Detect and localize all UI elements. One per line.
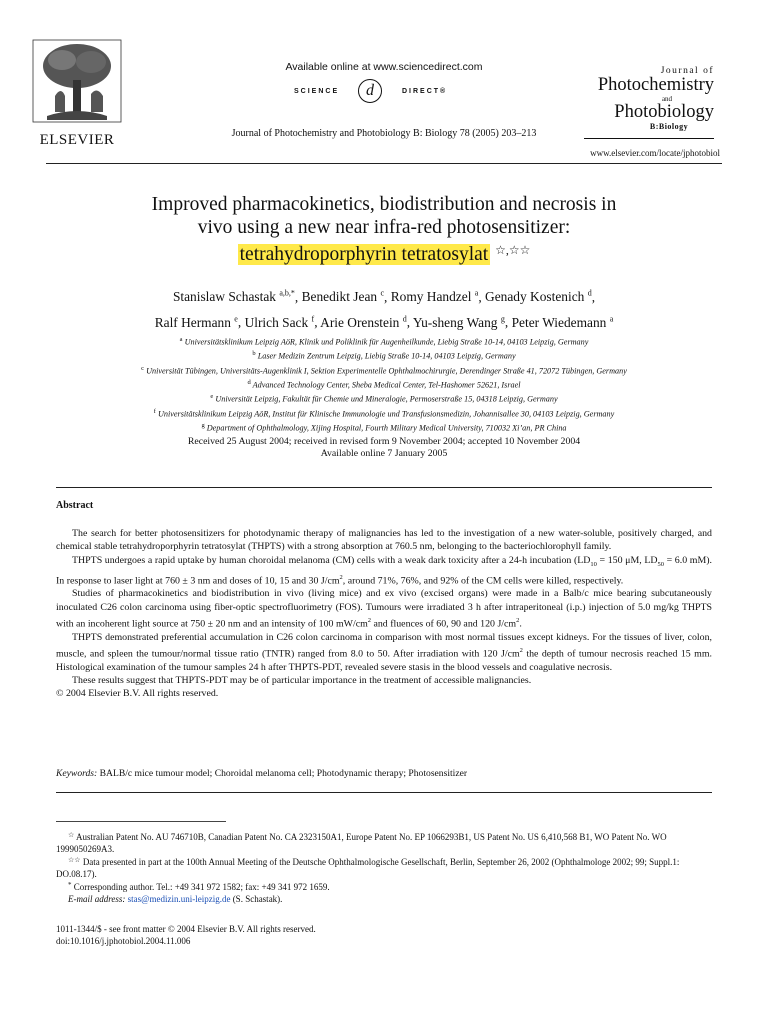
- author[interactable]: Benedikt Jean $^c$: [301, 289, 385, 305]
- article-title: [60, 193, 708, 266]
- journal-logo-line5: B:Biology: [649, 122, 689, 131]
- author[interactable]: Ralf Hermann $^e$: [154, 314, 238, 330]
- abstract-paragraph: These results suggest that THPTS-PDT may be of particular importance in the treatment of accessible malignancies.: [72, 674, 532, 686]
- journal-logo-line2: Photochemistry: [597, 75, 714, 95]
- copyright-notice: © 2004 Elsevier B.V. All rights reserved.: [56, 688, 219, 700]
- affiliation-list: [40, 334, 728, 434]
- journal-logo-line3: and: [661, 95, 673, 103]
- sd-right-text: DIRECT®: [402, 88, 448, 95]
- journal-citation: Journal of Photochemistry and Photobiology B: Biology 78 (2005) 203–213: [231, 128, 537, 139]
- author[interactable]: Arie Orenstein $^d$: [320, 314, 407, 330]
- doi-line: doi:10.1016/j.jphotobiol.2004.11.006: [56, 935, 191, 946]
- abstract-heading: Abstract: [56, 500, 94, 511]
- author[interactable]: Peter Wiedemann $^a$: [511, 314, 614, 330]
- article-history: [0, 436, 768, 460]
- affiliation: $^b$ Laser Medizin Zentrum Leipzig, Liebig Straße 10-14, 04103 Leipzig, Germany: [252, 350, 516, 362]
- journal-logo-line4: Photobiology: [614, 102, 714, 122]
- footnote-corresponding: * Corresponding author. Tel.: +49 341 972 1582; fax: +49 341 972 1659.: [68, 881, 330, 893]
- affiliation: $^e$ Universität Leipzig, Fakultät für Chemie und Mineralogie, Permoserstraße 15, 04318 Leipzig, Germany: [210, 393, 558, 405]
- issn-line: 1011-1344/$ - see front matter © 2004 Elsevier B.V. All rights reserved.: [56, 924, 316, 934]
- affiliation: $^c$ Universität Tübingen, Universitäts-Augenklinik I, Sektion Experimentelle Ophthalmochirurgie, Derendinger Straße 41, 72072 Tübingen, Germany: [141, 364, 627, 376]
- keywords: [56, 768, 712, 779]
- abstract-body: [56, 527, 712, 700]
- title-highlight: tetrahydroporphyrin tetratosylat: [239, 244, 489, 265]
- footnote-patent: ☆ Australian Patent No. AU 746710B, Canadian Patent No. CA 2323150A1, Europe Patent No. EP 1066293B1, US Patent No. US 6,410,568 B1, WO Patent No. WO 1999050269A3.: [56, 831, 667, 854]
- journal-logo-rule: [584, 138, 714, 139]
- title-line-3: [60, 239, 708, 266]
- affiliation: $^d$ Advanced Technology Center, Sheba Medical Center, Tel-Hashomer 52621, Israel: [247, 378, 521, 390]
- abstract-paragraph: Studies of pharmacokinetics and biodistribution in vivo (living mice) and ex vivo (excised organs) were made in a Balb/c mice bearing subcutaneously inoculated C26 colon carcinoma using fiber-optic spectrofluorimetry (FOS). Tumours were irradiated 3 h after intraperitoneal (i.p.) injection of 5.0 mg/kg THPTS with an incoherent light source at 750 ± 20 nm and an intensity of 100 $mW/cm^2$ and fluences of 60, 90 and 120 $J/cm^2$.: [56, 588, 712, 630]
- footnotes: [56, 830, 712, 906]
- author[interactable]: Romy Handzel $^a$: [390, 289, 479, 305]
- footnote-divider: [56, 821, 226, 822]
- sciencedirect-logo: [290, 79, 490, 103]
- available-online-date: Available online 7 January 2005: [320, 448, 448, 459]
- abstract-paragraph: THPTS demonstrated preferential accumulation in C26 colon carcinoma in comparison with most normal tissues except kidneys. For the tissues of liver, colon, muscle, and spleen the tumour/normal tissue ratio (TNTR) ranged from 8.0 to 50. After irradiation with 120 $J/cm^2$ the depth of tumour necrosis reached 15 mm. Histological examination of the tumour samples 24 h after THPTS-PDT, revealed severe stasis in the blood vessels and coagulative necrosis.: [56, 631, 712, 673]
- author[interactable]: Stanislaw Schastak $^{a,b,*}$: [172, 289, 295, 305]
- sd-at-icon: d: [358, 79, 382, 103]
- keywords-text: BALB/c mice tumour model; Choroidal melanoma cell; Photodynamic therapy; Photosensitizer: [99, 768, 468, 779]
- keywords-divider: [56, 792, 712, 793]
- elsevier-tree-emblem: [27, 36, 127, 124]
- abstract-paragraph: THPTS undergoes a rapid uptake by human choroidal melanoma (CM) cells with a weak dark toxicity after a 24-h incubation ($LD_{10} = 150$ μM, $LD_{50} = 6.0$ mM). In response to laser light at 760 ± 3 nm and doses of 10, 15 and 30 $J/cm^2$, around 71%, 76%, and 92% of the CM cells were killed, respectively.: [56, 554, 712, 587]
- email-link[interactable]: stas@medizin.uni-leipzig.de: [127, 893, 231, 904]
- author-list: Stanislaw Schastak $^{a,b,*}$, Benedikt Jean $^c$, Romy Handzel $^a$, Genady Kostenich $^d$, Ralf Hermann $^e$, Ulrich Sack $^f$, Arie Orenstein $^d$, Yu-sheng Wang $^g$, Peter Wiedemann $^a$: [154, 289, 614, 330]
- abstract-paragraph: The search for better photosensitizers for photodynamic therapy of malignancies has led to the investigation of a new water-soluble, positively charged, and chemical stable tetrahydroporphyrin tetratosylat (THPTS) with a strong absorption at 760.5 nm, belonging to the bacteriochlorophyll family.: [56, 528, 712, 553]
- affiliation: $^g$ Department of Ophthalmology, Xijing Hospital, Fourth Military Medical University, 710032 Xi’an, PR China: [201, 421, 567, 433]
- author[interactable]: Yu-sheng Wang $^g$: [412, 314, 505, 330]
- abstract-divider-top: [56, 487, 712, 488]
- title-line-2: vivo using a new near infra-red photosensitizer:: [197, 217, 571, 238]
- affiliation: $^a$ Universitätsklinikum Leipzig AöR, Klinik und Poliklinik für Augenheilkunde, Liebig Straße 10-14, 04103 Leipzig, Germany: [179, 336, 589, 347]
- title-line-1: Improved pharmacokinetics, biodistribution and necrosis in: [151, 194, 617, 215]
- available-online-text: Available online at www.sciencedirect.com: [285, 61, 483, 73]
- received-dates: Received 25 August 2004; received in revised form 9 November 2004; accepted 10 November 2004: [187, 436, 581, 447]
- author[interactable]: Genady Kostenich $^d$: [485, 289, 592, 305]
- journal-logo: [584, 66, 714, 131]
- keywords-label: Keywords:: [56, 768, 98, 779]
- affiliation: $^f$ Universitätsklinikum Leipzig AöR, Institut für Klinische Immunologie und Transfusionsmedizin, Johannisallee 30, 04103 Leipzig, Germany: [153, 407, 615, 419]
- footnote-meeting: ☆☆ Data presented in part at the 100th Annual Meeting of the Deutsche Ophthalmologische Gesellschaft, Berlin, September 26, 2002 (Ophthalmologe 2002; 99; Suppl.1: DO.08.17).: [56, 856, 680, 879]
- header-divider: [46, 163, 722, 164]
- author[interactable]: Ulrich Sack $^f$: [244, 314, 315, 330]
- journal-logo-line1: Journal of: [660, 66, 714, 76]
- journal-url-link[interactable]: www.elsevier.com/locate/jphotobiol: [590, 148, 720, 158]
- title-footnote-stars: ☆,☆☆: [495, 243, 531, 257]
- footnote-email: E-mail address: stas@medizin.uni-leipzig.de (S. Schastak).: [68, 893, 283, 904]
- sd-left-text: SCIENCE: [294, 88, 340, 95]
- publisher-name: ELSEVIER: [39, 132, 115, 148]
- front-matter: [56, 924, 316, 947]
